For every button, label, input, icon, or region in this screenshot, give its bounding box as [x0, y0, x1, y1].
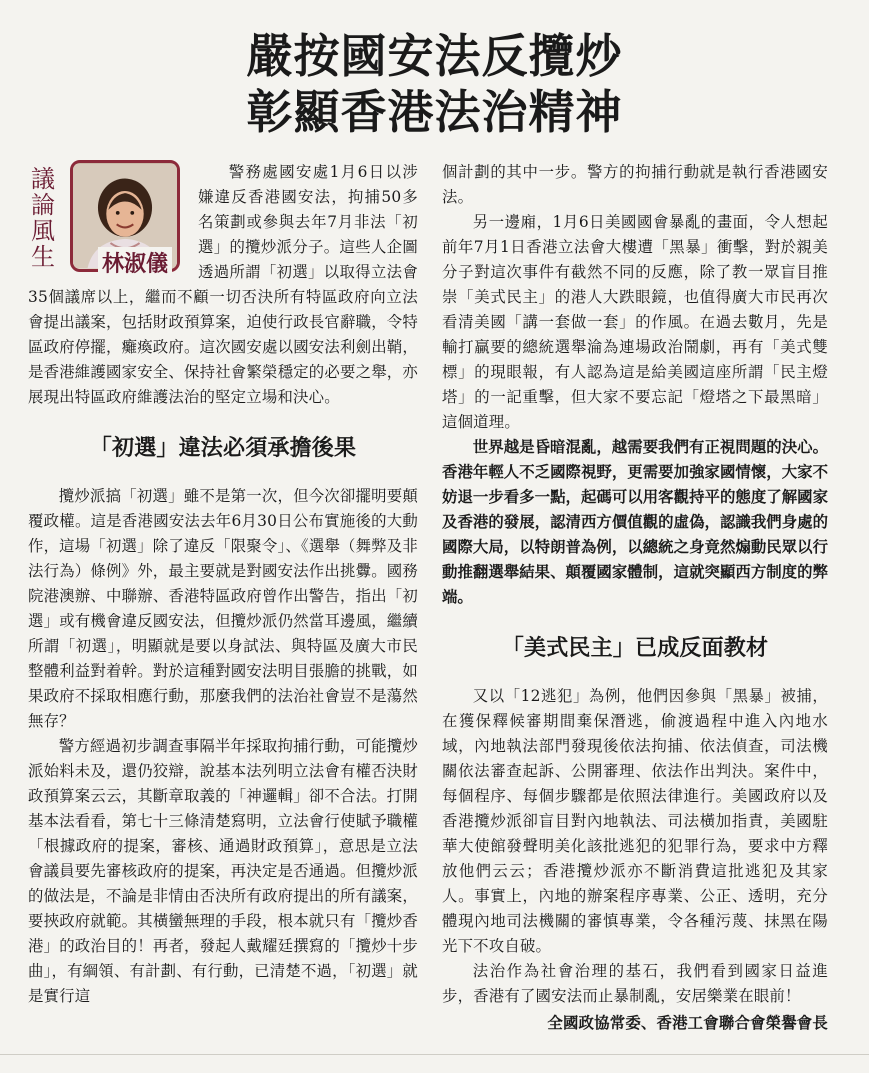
right-paragraph-4: 又以「12逃犯」為例，他們因參與「黑暴」被捕，在獲保釋候審期間棄保潛逃，偷渡過程中進入內地水域，內地執法部門發現後依法拘捕、依法偵查，司法機關依法審查起訴、公開審理、依法作出判決。案件中，每個程序、每個步驟都是依照法律進行。美國政府以及香港攬炒派卻盲目對內地執法、司法橫加指責，美國駐華大使館發聲明美化該批逃犯的犯罪行為，要求中方釋放他們云云；香港攬炒派亦不斷消費這批逃犯及其家人。事實上，內地的辦案程序專業、公正、透明，充分體現內地司法機關的審慎專業，令各種污蔑、抹黑在陽光下不攻自破。 [442, 687, 828, 955]
left-paragraph-1: 警務處國安處1月6日以涉嫌違反香港國安法，拘捕50多名策劃或參與去年7月非法「初選」的攬炒派分子。這些人企圖透過所謂「初選」以取得立法會35個議席以上，繼而不顧一切否決所有特區政府向立法會提出議案，包括財政預算案，迫使行政長官辭職，令特區政府停擺，癱瘓政府。這次國安處以國安法利劍出鞘，是香港維護國家安全、保持社會繁榮穩定的必要之舉，亦展現出特區政府維護法治的堅定立場和決心。 [28, 163, 418, 406]
left-subhead: 「初選」違法必須承擔後果 [89, 436, 357, 461]
author-name: 林淑儀 [98, 247, 172, 278]
right-paragraph-5: 法治作為社會治理的基石，我們看到國家日益進步，香港有了國安法而止暴制亂，安居樂業在眼前！ [442, 962, 828, 1005]
photo-float-space [28, 160, 198, 285]
bottom-rule [0, 1054, 869, 1055]
headline-line-1: 嚴按國安法反攬炒 [246, 29, 623, 83]
left-paragraph-2: 攬炒派搞「初選」雖不是第一次，但今次卻擺明要顛覆政權。這是香港國安法去年6月30日公布實施後的大動作，這場「初選」除了違反「限聚令」、《選舉（舞弊及非法行為）條例》外，最主要就是對國安法作出挑釁。國務院港澳辦、中聯辦、香港特區政府曾作出警告，指出「初選」或有機會違反國安法，但攬炒派仍然當耳邊風，繼續所謂「初選」，明顯就是要以身試法、與特區及廣大市民整體利益對着幹。對於這種對國安法明目張膽的挑戰，如果政府不採取相應行動，那麼我們的法治社會豈不是蕩然無存？ [28, 487, 418, 730]
right-column [442, 160, 828, 1036]
headline [0, 28, 869, 140]
author-signature: 全國政協常委、香港工會聯合會榮譽會長 [547, 1014, 828, 1032]
right-paragraph-2: 另一邊廂，1月6日美國國會暴亂的畫面，令人想起前年7月1日香港立法會大樓遭「黑暴」衝擊，對於親美分子對這次事件有截然不同的反應，除了教一眾盲目推崇「美式民主」的港人大跌眼鏡，也值得廣大市民再次看清美國「講一套做一套」的作風。在過去數月，先是輸打贏要的總統選舉淪為連場政治鬧劇，再有「美式雙標」的現眼報，有人認為這是給美國這座所謂「民主燈塔」的一記重擊，但大家不要忘記「燈塔之下最黑暗」這個道理。 [442, 213, 828, 431]
right-paragraph-bold: 世界越是昏暗混亂，越需要我們有正視問題的決心。香港年輕人不乏國際視野，更需要加強家國情懷，大家不妨退一步看多一點，起碼可以用客觀持平的態度了解國家及香港的發展，認清西方價值觀的虛偽，認識我們身處的國際大局，以特朗普為例，以總統之身竟然煽動民眾以行動推翻選舉結果、顛覆國家體制，這就突顯西方制度的弊端。 [442, 438, 828, 606]
headline-line-2: 彰顯香港法治精神 [246, 85, 623, 139]
left-column [28, 160, 418, 1009]
right-subhead: 「美式民主」已成反面教材 [501, 636, 769, 661]
right-paragraph-1: 個計劃的其中一步。警方的拘捕行動就是執行香港國安法。 [442, 163, 828, 206]
column-tag: 議論風生 [31, 165, 55, 271]
left-paragraph-3: 警方經過初步調查事隔半年採取拘捕行動，可能攬炒派始料未及，還仍狡辯，說基本法列明立法會有權否決財政預算案云云，其斷章取義的「神邏輯」卻不合法。打開基本法看看，第七十三條清楚寫明，立法會行使賦予職權「根據政府的提案，審核、通過財政預算」，意思是立法會議員要先審核政府的提案，再決定是否通過。但攬炒派的做法是，不論是非情由否決所有政府提出的所有議案，要挾政府就範。其橫蠻無理的手段，根本就只有「攬炒香港」的政治目的！再者，發起人戴耀廷撰寫的「攬炒十步曲」，有綱領、有計劃、有行動，已清楚不過，「初選」就是實行這 [28, 737, 418, 1005]
